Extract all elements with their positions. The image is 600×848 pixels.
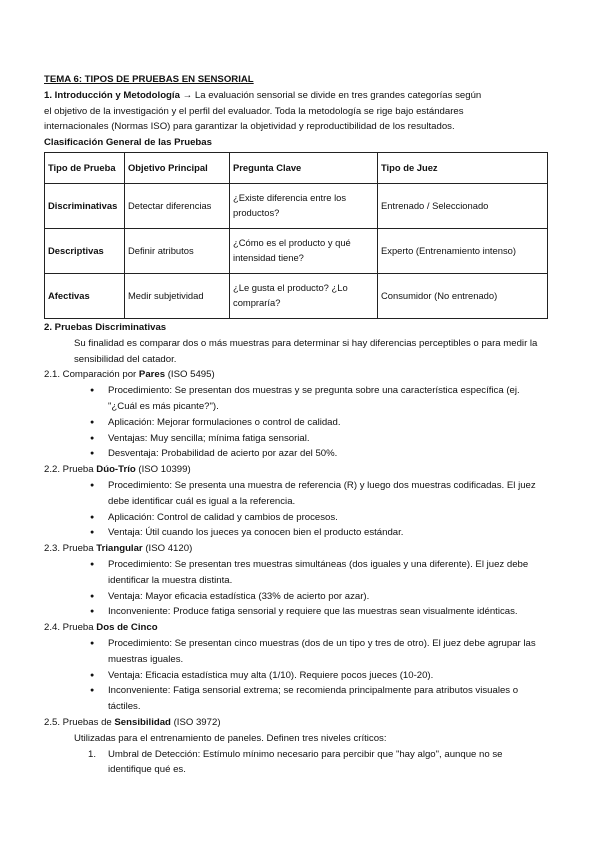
heading-suffix: (ISO 5495) [165, 369, 215, 381]
table-header-cell: Tipo de Prueba [45, 152, 125, 183]
heading-prefix: 2.1. Comparación por [44, 369, 139, 381]
table-cell: Descriptivas [45, 228, 125, 273]
intro-heading: 1. Introducción y Metodología [44, 89, 180, 101]
list-item: ● Inconveniente: Fatiga sensorial extrema; se recomienda principalmente para atributos visuales o táctiles. [44, 683, 548, 715]
heading-suffix: (ISO 4120) [142, 543, 193, 555]
table-row [45, 273, 548, 318]
heading-bold: Dúo-Trío [96, 464, 136, 476]
list-item: ● Ventajas: Muy sencilla; mínima fatiga sensorial. [44, 431, 548, 447]
heading-prefix: 2.4. Prueba [44, 622, 97, 634]
section-2-4-heading [44, 620, 548, 636]
document-title: TEMA 6: TIPOS DE PRUEBAS EN SENSORIAL [44, 74, 254, 85]
heading-suffix: (ISO 3972) [170, 716, 221, 728]
discriminative-heading: 2. Pruebas Discriminativas [44, 321, 167, 333]
list-item: ● Aplicación: Control de calidad y cambios de procesos. [44, 510, 548, 526]
discriminative-text: Su finalidad es comparar dos o más muestras para determinar si hay diferencias perceptibles o para medir la sensibilidad del catador. [74, 337, 538, 365]
heading-bold: Triangular [96, 543, 143, 555]
table-cell: Definir atributos [125, 228, 230, 273]
section-2-3-heading [44, 541, 548, 557]
table-header-cell: Pregunta Clave [230, 152, 378, 183]
table-header-cell: Tipo de Juez [378, 152, 548, 183]
section-2-3-list [44, 557, 548, 620]
section-2-2-list [44, 478, 548, 541]
item-number: 1. [88, 748, 97, 760]
intro-text-2: el objetivo de la investigación y el perfil del evaluador. Toda la metodología se rige bajo estándares [44, 105, 464, 117]
list-item: ● Procedimiento: Se presentan tres muestras simultáneas (dos iguales y una diferente). El juez debe identificar la muestra distinta. [44, 557, 548, 589]
table-cell: Medir subjetividad [125, 273, 230, 318]
table-cell: Detectar diferencias [125, 183, 230, 228]
table-header-row [45, 152, 548, 183]
intro-paragraph [44, 88, 548, 104]
table-cell: Afectivas [45, 273, 125, 318]
heading-suffix: (ISO 10399) [135, 464, 191, 476]
table-cell: Consumidor (No entrenado) [378, 273, 548, 318]
section-2-5-heading [44, 715, 548, 731]
numbered-item [44, 747, 548, 779]
arrow-glyph: → [182, 89, 193, 101]
table-cell: Entrenado / Seleccionado [378, 183, 548, 228]
table-cell: ¿Le gusta el producto? ¿Lo compraría? [230, 273, 378, 318]
intro-text-1: La evaluación sensorial se divide en tres grandes categorías según [192, 89, 482, 101]
section-2-5-text: Utilizadas para el entrenamiento de paneles. Definen tres niveles críticos: [74, 732, 387, 744]
heading-prefix: 2.5. Pruebas de [44, 716, 115, 728]
classification-heading: Clasificación General de las Pruebas [44, 137, 212, 149]
list-item: ● Procedimiento: Se presentan cinco muestras (dos de un tipo y tres de otro). El juez debe agrupar las muestras iguales. [44, 636, 548, 668]
list-item: ● Desventaja: Probabilidad de acierto por azar del 50%. [44, 446, 548, 462]
table-cell: Discriminativas [45, 183, 125, 228]
list-item: ● Ventaja: Mayor eficacia estadística (33% de acierto por azar). [44, 589, 548, 605]
table-row [45, 228, 548, 273]
section-2-2-heading [44, 462, 548, 478]
list-item: ● Procedimiento: Se presentan dos muestras y se pregunta sobre una característica específica (ej. "¿Cuál es más picante?"). [44, 383, 548, 415]
heading-prefix: 2.2. Prueba [44, 464, 97, 476]
heading-bold: Dos de Cinco [96, 622, 158, 634]
section-2-1-list [44, 383, 548, 462]
heading-bold: Pares [138, 369, 166, 381]
table-row [45, 183, 548, 228]
list-item: ● Ventaja: Eficacia estadística muy alta (1/10). Requiere pocos jueces (10-20). [44, 668, 548, 684]
list-item: ● Ventaja: Útil cuando los jueces ya conocen bien el producto estándar. [44, 525, 548, 541]
heading-prefix: 2.3. Prueba [44, 543, 97, 555]
table-cell: ¿Existe diferencia entre los productos? [230, 183, 378, 228]
list-item: ● Procedimiento: Se presenta una muestra de referencia (R) y luego dos muestras codificadas. El juez debe identificar cuál es igual a la referencia. [44, 478, 548, 510]
section-2-5-list [44, 747, 548, 779]
heading-bold: Sensibilidad [114, 716, 171, 728]
list-item: ● Inconveniente: Produce fatiga sensorial y requiere que las muestras sean visualmente idénticas. [44, 604, 548, 620]
section-2-1-heading [44, 367, 548, 383]
table-cell: ¿Cómo es el producto y qué intensidad tiene? [230, 228, 378, 273]
classification-table [44, 152, 548, 319]
item-text: Umbral de Detección: Estímulo mínimo necesario para percibir que "hay algo", aunque no se identifique qué es. [108, 748, 503, 776]
table-cell: Experto (Entrenamiento intenso) [378, 228, 548, 273]
intro-text-3: internacionales (Normas ISO) para garantizar la objetividad y reproductibilidad de los resultados. [44, 121, 455, 133]
list-item: ● Aplicación: Mejorar formulaciones o control de calidad. [44, 415, 548, 431]
section-2-4-list [44, 636, 548, 715]
table-header-cell: Objetivo Principal [125, 152, 230, 183]
